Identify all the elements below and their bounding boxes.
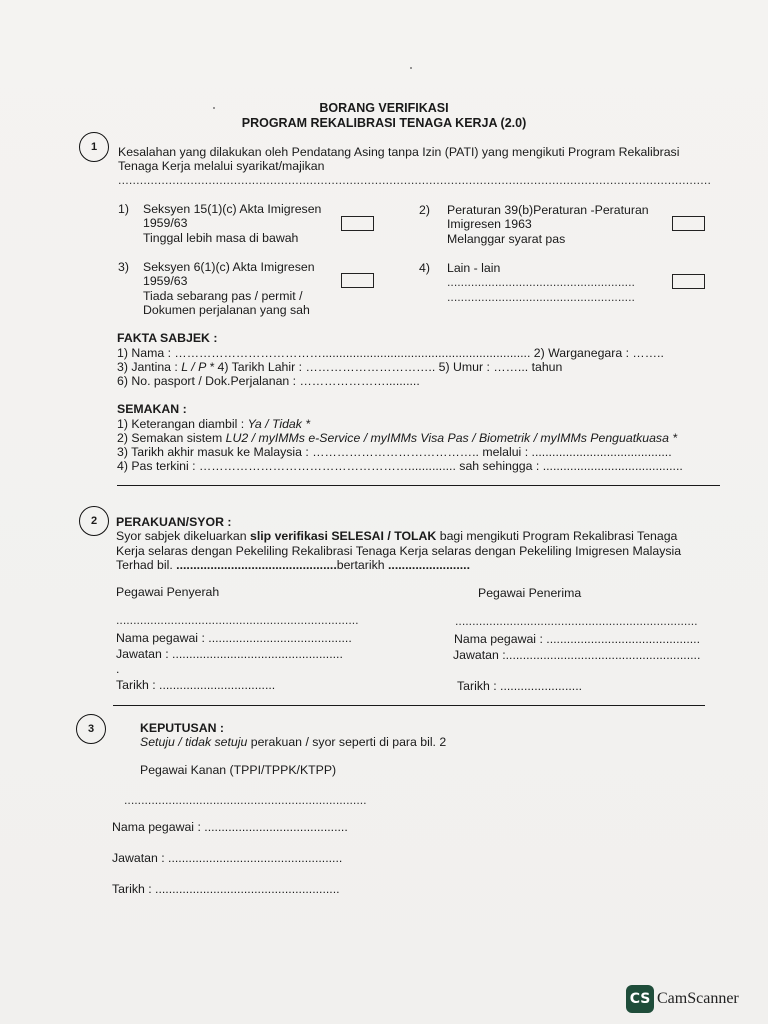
- option-3-checkbox[interactable]: [341, 273, 374, 288]
- perakuan-line-3: Terhad bil. ...............................................bertarikh ........................: [116, 558, 470, 572]
- semakan-line-2: 2) Semakan sistem LU2 / myIMMs e-Service / myIMMs Visa Pas / Biometrik / myIMMs Penguatkuasa *: [117, 431, 678, 445]
- option-4-number: 4): [419, 261, 430, 275]
- section-1-intro-line-1: Kesalahan yang dilakukan oleh Pendatang Asing tanpa Izin (PATI) yang mengikuti Program Rekalibrasi: [118, 145, 680, 159]
- option-1-checkbox[interactable]: [341, 216, 374, 231]
- section-3-number: 3: [76, 714, 106, 744]
- semakan-line-4: 4) Pas terkini : …………………………………………….............. sah sehingga : .........................................: [117, 459, 683, 473]
- pegawai-kanan-signature-line: .......................................................................: [124, 793, 367, 807]
- form-subtitle: PROGRAM REKALIBRASI TENAGA KERJA (2.0): [241, 116, 527, 130]
- pegawai-penyerah-mark: .: [116, 662, 120, 676]
- option-2-line-3: Melanggar syarat pas: [447, 232, 566, 246]
- fakta-line-pasport: 6) No. pasport / Dok.Perjalanan : …………………..........: [117, 374, 420, 388]
- camscanner-watermark-text: CamScanner: [657, 990, 739, 1007]
- fakta-sabjek-heading: FAKTA SABJEK :: [117, 331, 218, 345]
- option-3-line-4: Dokumen perjalanan yang sah: [143, 303, 310, 317]
- pegawai-kanan-jawatan: Jawatan : ...................................................: [112, 851, 343, 865]
- option-1-line-1: Seksyen 15(1)(c) Akta Imigresen: [143, 202, 322, 216]
- perakuan-line-1: Syor sabjek dikeluarkan slip verifikasi SELESAI / TOLAK bagi mengikuti Program Rekalibrasi Tenaga: [116, 529, 678, 543]
- option-3-line-3: Tiada sebarang pas / permit /: [143, 289, 303, 303]
- section-1-number: 1: [79, 132, 109, 162]
- pegawai-penerima-label: Pegawai Penerima: [478, 586, 582, 600]
- pegawai-kanan-nama: Nama pegawai : ..........................................: [112, 820, 348, 834]
- pegawai-penerima-tarikh: Tarikh : ........................: [457, 679, 583, 693]
- pegawai-penyerah-jawatan: Jawatan : ..................................................: [116, 647, 343, 661]
- option-1-line-3: Tinggal lebih masa di bawah: [143, 231, 299, 245]
- perakuan-line-2: Kerja selaras dengan Pekeliling Rekalibrasi Tenaga Kerja selaras dengan Pekeliling Imigresen Malaysia: [116, 544, 682, 558]
- option-3-line-2: 1959/63: [143, 274, 188, 288]
- fakta-line-nama: 1) Nama : ………………………………............................................................. 2) Warganegara : ……..: [117, 346, 664, 360]
- option-4-line-1: Lain - lain: [447, 261, 501, 275]
- scan-speck: [213, 107, 215, 109]
- section-2-divider: [113, 705, 705, 706]
- perakuan-heading: PERAKUAN/SYOR :: [116, 515, 232, 529]
- camscanner-logo-icon: CS: [626, 985, 654, 1013]
- pegawai-penerima-nama: Nama pegawai : .............................................: [454, 632, 701, 646]
- option-4-dots-2: .......................................................: [447, 290, 635, 304]
- scan-speck: [410, 67, 412, 69]
- option-2-line-1: Peraturan 39(b)Peraturan -Peraturan: [447, 203, 649, 217]
- pegawai-penyerah-label: Pegawai Penyerah: [116, 585, 220, 599]
- pegawai-kanan-label: Pegawai Kanan (TPPI/TPPK/KTPP): [140, 763, 337, 777]
- section-1-intro-line-2: Tenaga Kerja melalui syarikat/majikan: [118, 159, 325, 173]
- form-title: BORANG VERIFIKASI: [319, 101, 449, 115]
- employer-field-dots: ....................................................................................................................................................................: [118, 173, 712, 187]
- pegawai-penerima-jawatan: Jawatan :.........................................................: [453, 648, 701, 662]
- pegawai-kanan-tarikh: Tarikh : ......................................................: [112, 882, 340, 896]
- option-1-line-2: 1959/63: [143, 216, 188, 230]
- option-2-number: 2): [419, 203, 430, 217]
- option-2-line-2: Imigresen 1963: [447, 217, 532, 231]
- pegawai-penyerah-tarikh: Tarikh : ..................................: [116, 678, 276, 692]
- fakta-line-jantina: 3) Jantina : L / P * 4) Tarikh Lahir : ………………………….. 5) Umur : ……... tahun: [117, 360, 563, 374]
- section-1-divider: [117, 485, 720, 486]
- pegawai-penyerah-nama: Nama pegawai : ..........................................: [116, 631, 352, 645]
- pegawai-penerima-signature-line: .......................................................................: [455, 614, 698, 628]
- keputusan-line-1: Setuju / tidak setuju perakuan / syor seperti di para bil. 2: [140, 735, 447, 749]
- semakan-line-3: 3) Tarikh akhir masuk ke Malaysia : ………………………………….. melalui : .........................................: [117, 445, 672, 459]
- option-3-number: 3): [118, 260, 129, 274]
- semakan-heading: SEMAKAN :: [117, 402, 187, 416]
- option-1-number: 1): [118, 202, 129, 216]
- option-2-checkbox[interactable]: [672, 216, 705, 231]
- keputusan-heading: KEPUTUSAN :: [140, 721, 225, 735]
- semakan-line-1: 1) Keterangan diambil : Ya / Tidak *: [117, 417, 311, 431]
- pegawai-penyerah-signature-line: .......................................................................: [116, 613, 359, 627]
- option-4-dots-1: .......................................................: [447, 275, 635, 289]
- option-3-line-1: Seksyen 6(1)(c) Akta Imigresen: [143, 260, 315, 274]
- section-2-number: 2: [79, 506, 109, 536]
- option-4-checkbox[interactable]: [672, 274, 705, 289]
